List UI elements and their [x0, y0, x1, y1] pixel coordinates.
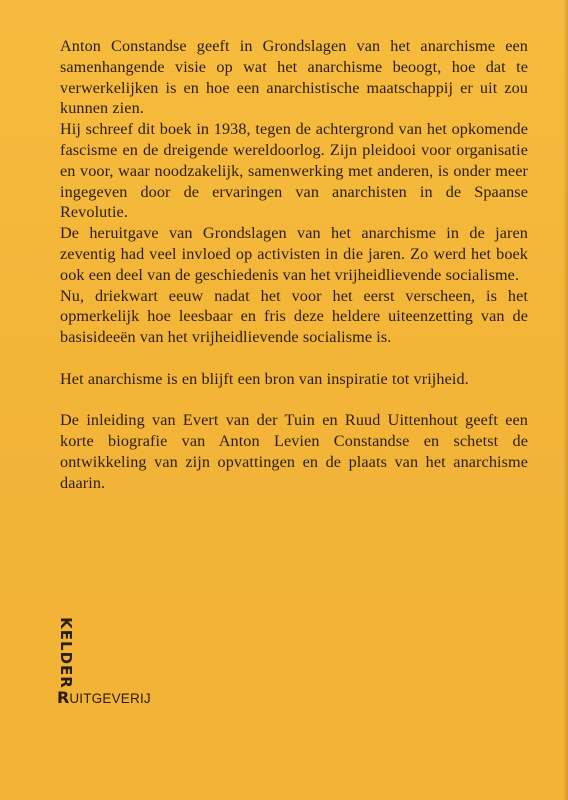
blurb-paragraph-5: Het anarchisme is en blijft een bron van inspiratie tot vrijheid.: [60, 369, 469, 388]
blurb-text: [60, 36, 528, 494]
publisher-logo: [57, 618, 167, 708]
page-edge-shadow: [563, 0, 568, 800]
blurb-paragraph-4: Nu, driekwart eeuw nadat het voor het eerst verscheen, is het opmerkelijk hoe leesbaar en fris deze heldere uiteenzetting van de basisideeën van het vrijheidlievende socialisme is.: [60, 286, 528, 347]
logo-kelder-text: KELDER: [57, 617, 75, 689]
blurb-paragraph-6: De inleiding van Evert van der Tuin en Ruud Uittenhout geeft een korte biografie van Anton Levien Constandse en schetst de ontwikkeling van zijn opvattingen en de plaats van het anarchisme daarin.: [60, 411, 528, 492]
logo-uitgeverij-text: UITGEVERIJ: [69, 691, 151, 706]
blurb-paragraph-3: De heruitgave van Grondslagen van het anarchisme in de jaren zeventig had veel invloed op activisten in die jaren. Zo werd het boek ook een deel van de geschiedenis van het vrijheidlievende socialisme.: [60, 224, 528, 284]
logo-kelder-vertical: [57, 618, 75, 688]
logo-initial: R: [57, 688, 70, 707]
blurb-paragraph-2: Hij schreef dit boek in 1938, tegen de achtergrond van het opkomende fascisme en de dreigende wereldoorlog. Zijn pleidooi voor organisatie en voor, waar noodzakelijk, samenwerking met anderen, is onder meer ingegeven door de ervaringen van anarchisten in de Spaanse Revolutie.: [60, 120, 528, 222]
logo-uitgeverij-line: [57, 687, 151, 707]
blurb-paragraph-1: Anton Constandse geeft in Grondslagen van het anarchisme een samenhangende visie op wat het anarchisme beoogt, hoe dat te verwerkelijken is en hoe een anarchistische maatschappij er uit zou kunnen zien.: [60, 37, 528, 118]
